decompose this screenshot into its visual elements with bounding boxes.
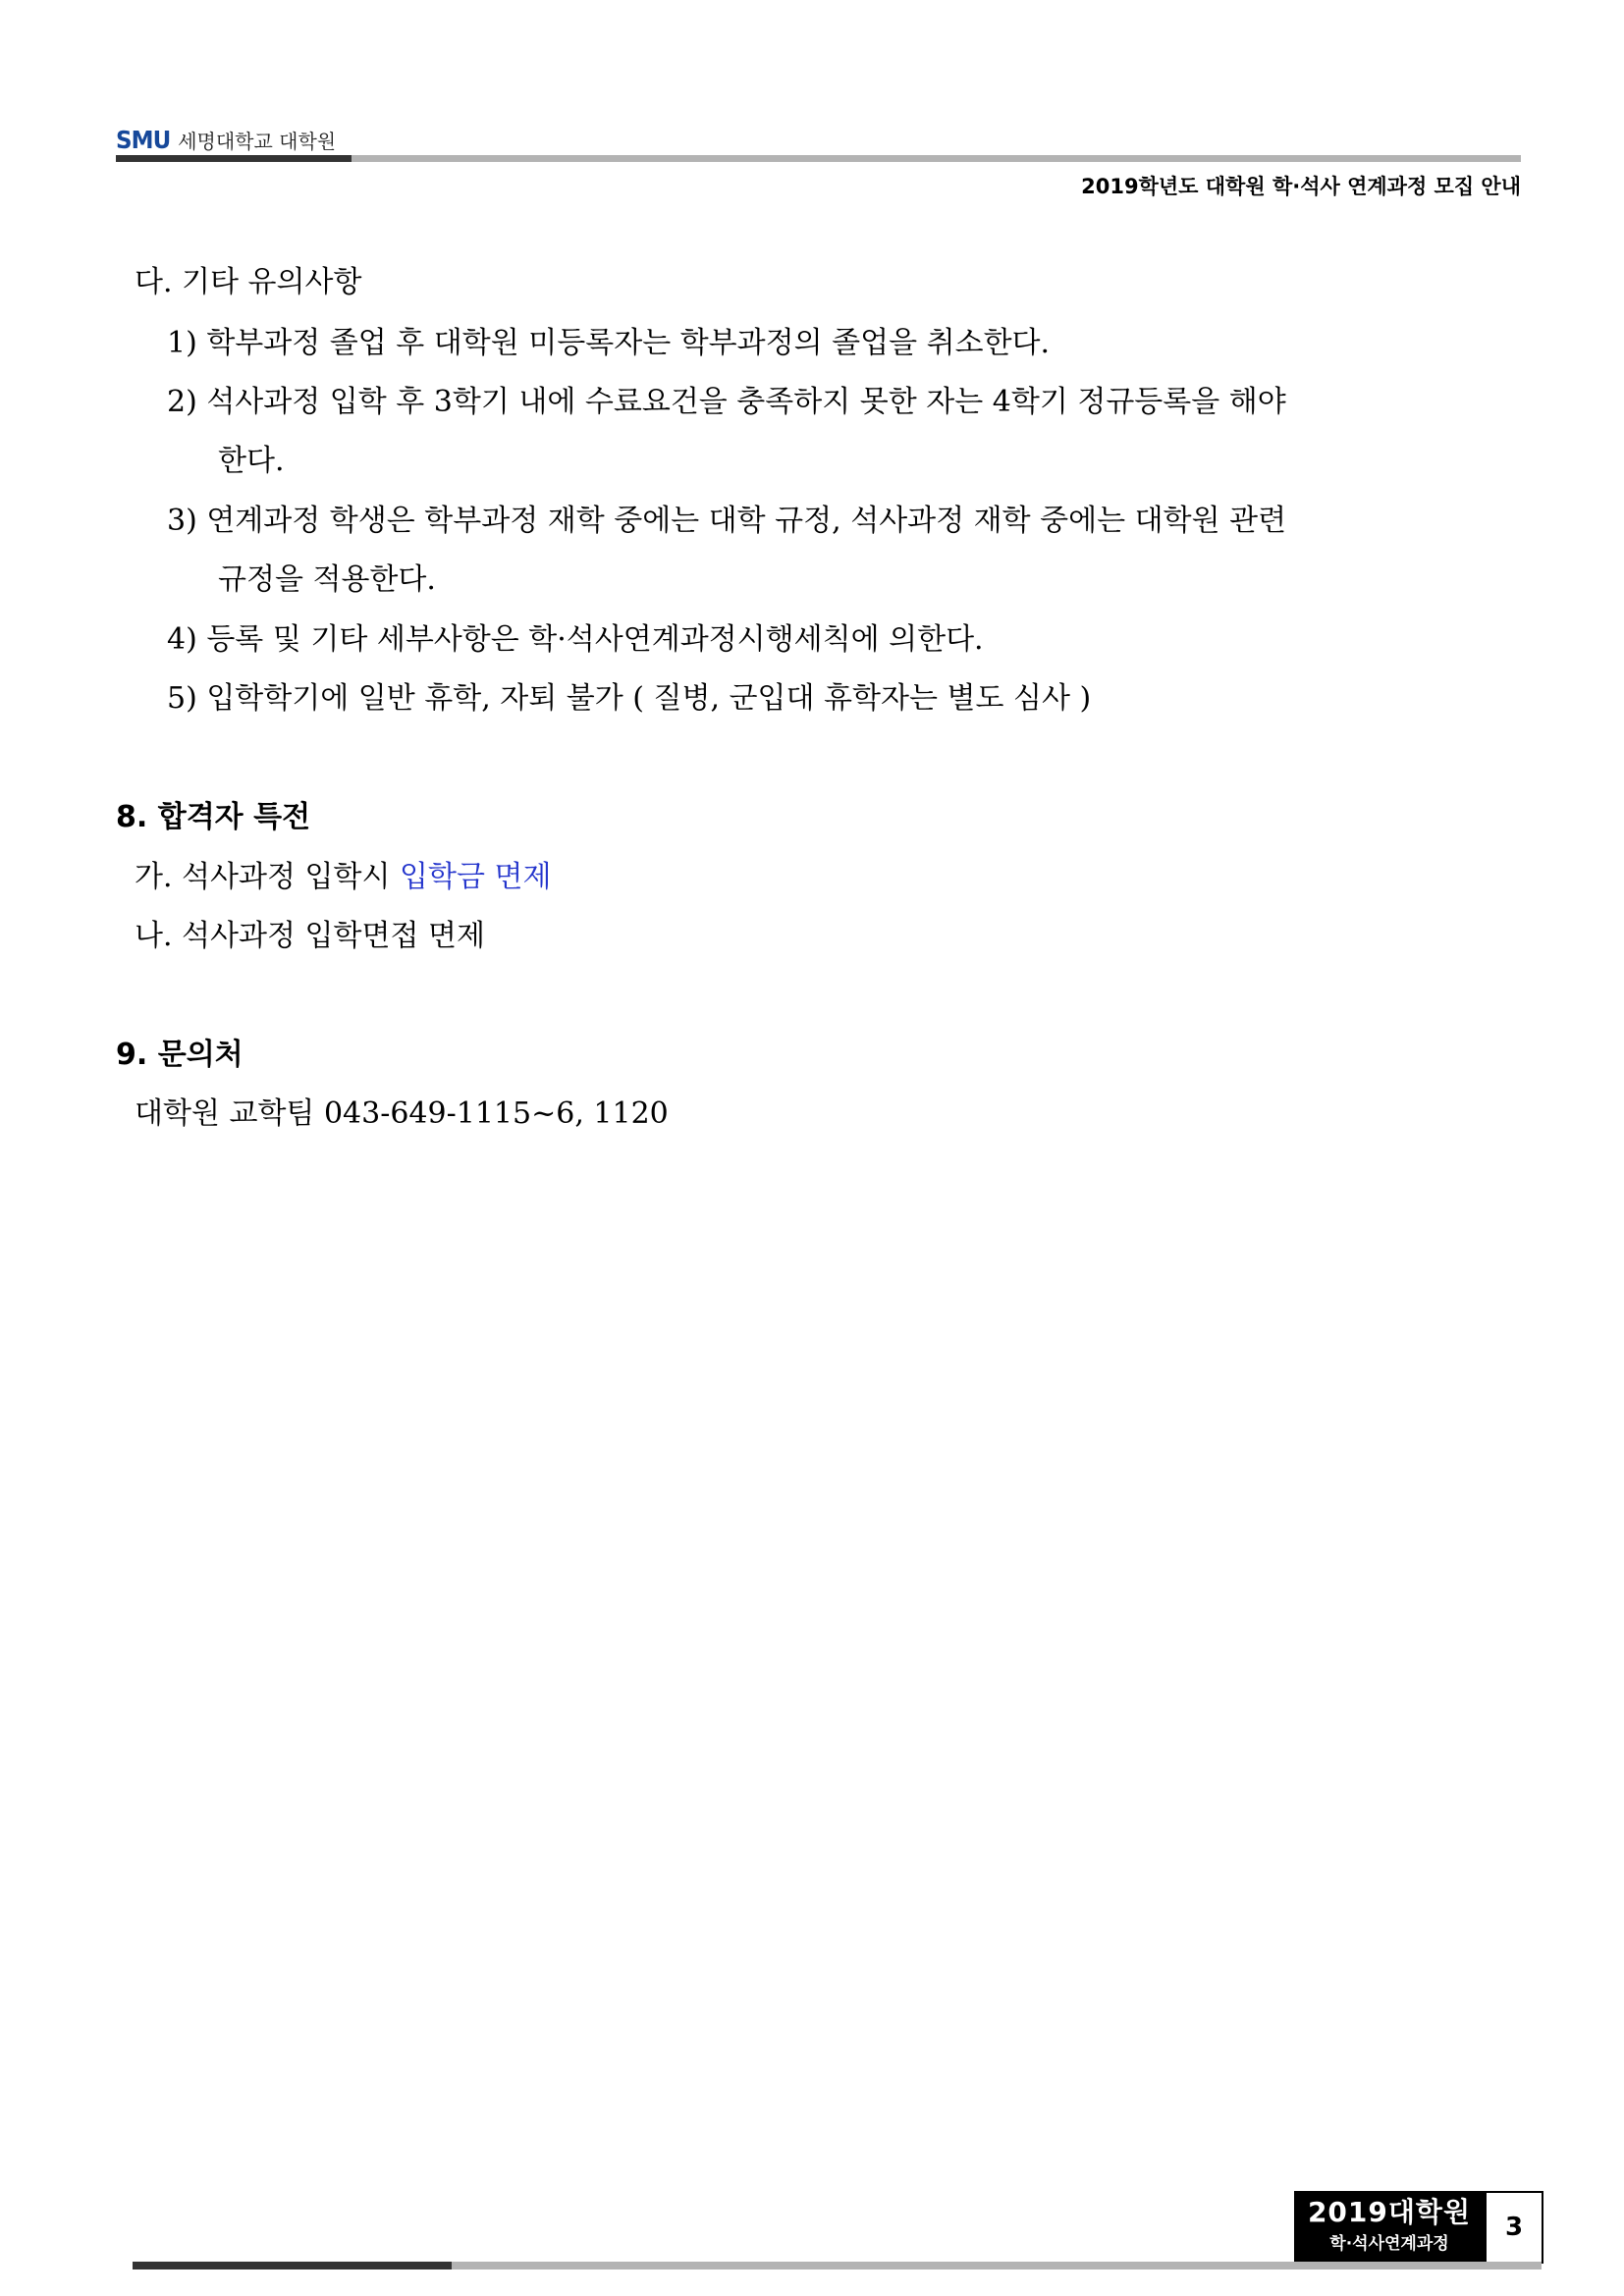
document-title: 2019학년도 대학원 학·석사 연계과정 모집 안내 — [1081, 175, 1521, 198]
benefit-highlight: 입학금 면제 — [399, 860, 552, 894]
footer-rule-dark — [133, 2262, 452, 2269]
logo-mark: SMU — [116, 125, 171, 154]
section-8-heading: 8. 합격자 특전 — [116, 800, 311, 834]
notes-title: 다. 기타 유의사항 — [135, 265, 362, 299]
note-item-2: 2) 석사과정 입학 후 3학기 내에 수료요건을 충족하지 못한 자는 4학기 정규등록을 해야 — [167, 385, 1286, 419]
footer-year-label: 2019대학원 — [1307, 2196, 1472, 2228]
header-rule-dark — [116, 155, 352, 162]
benefit-item-1-text: 가. 석사과정 입학시 — [135, 860, 400, 894]
note-item-2-cont: 한다. — [218, 444, 285, 478]
note-item-5: 5) 입학학기에 일반 휴학, 자퇴 불가 ( 질병, 군입대 휴학자는 별도 심사 ) — [167, 681, 1092, 716]
section-9-heading: 9. 문의처 — [116, 1038, 244, 1072]
benefit-item-1 — [135, 858, 551, 897]
header-rule-light — [352, 155, 1521, 162]
contact-info: 대학원 교학팀 043-649-1115~6, 1120 — [135, 1096, 669, 1131]
note-item-3-cont: 규정을 적용한다. — [218, 562, 436, 597]
note-item-3: 3) 연계과정 학생은 학부과정 재학 중에는 대학 규정, 석사과정 재학 중에는 대학원 관련 — [167, 504, 1287, 538]
footer-program-label: 학·석사연계과정 — [1329, 2234, 1449, 2254]
university-name: 세명대학교 대학원 — [178, 129, 337, 153]
footer-rule-light — [452, 2262, 1542, 2269]
university-logo — [116, 127, 336, 152]
page-number: 3 — [1485, 2191, 1543, 2264]
benefit-item-2: 나. 석사과정 입학면접 면제 — [135, 919, 485, 953]
footer-label-box — [1294, 2191, 1485, 2264]
note-item-1: 1) 학부과정 졸업 후 대학원 미등록자는 학부과정의 졸업을 취소한다. — [167, 326, 1051, 360]
note-item-4: 4) 등록 및 기타 세부사항은 학·석사연계과정시행세칙에 의한다. — [167, 622, 984, 657]
